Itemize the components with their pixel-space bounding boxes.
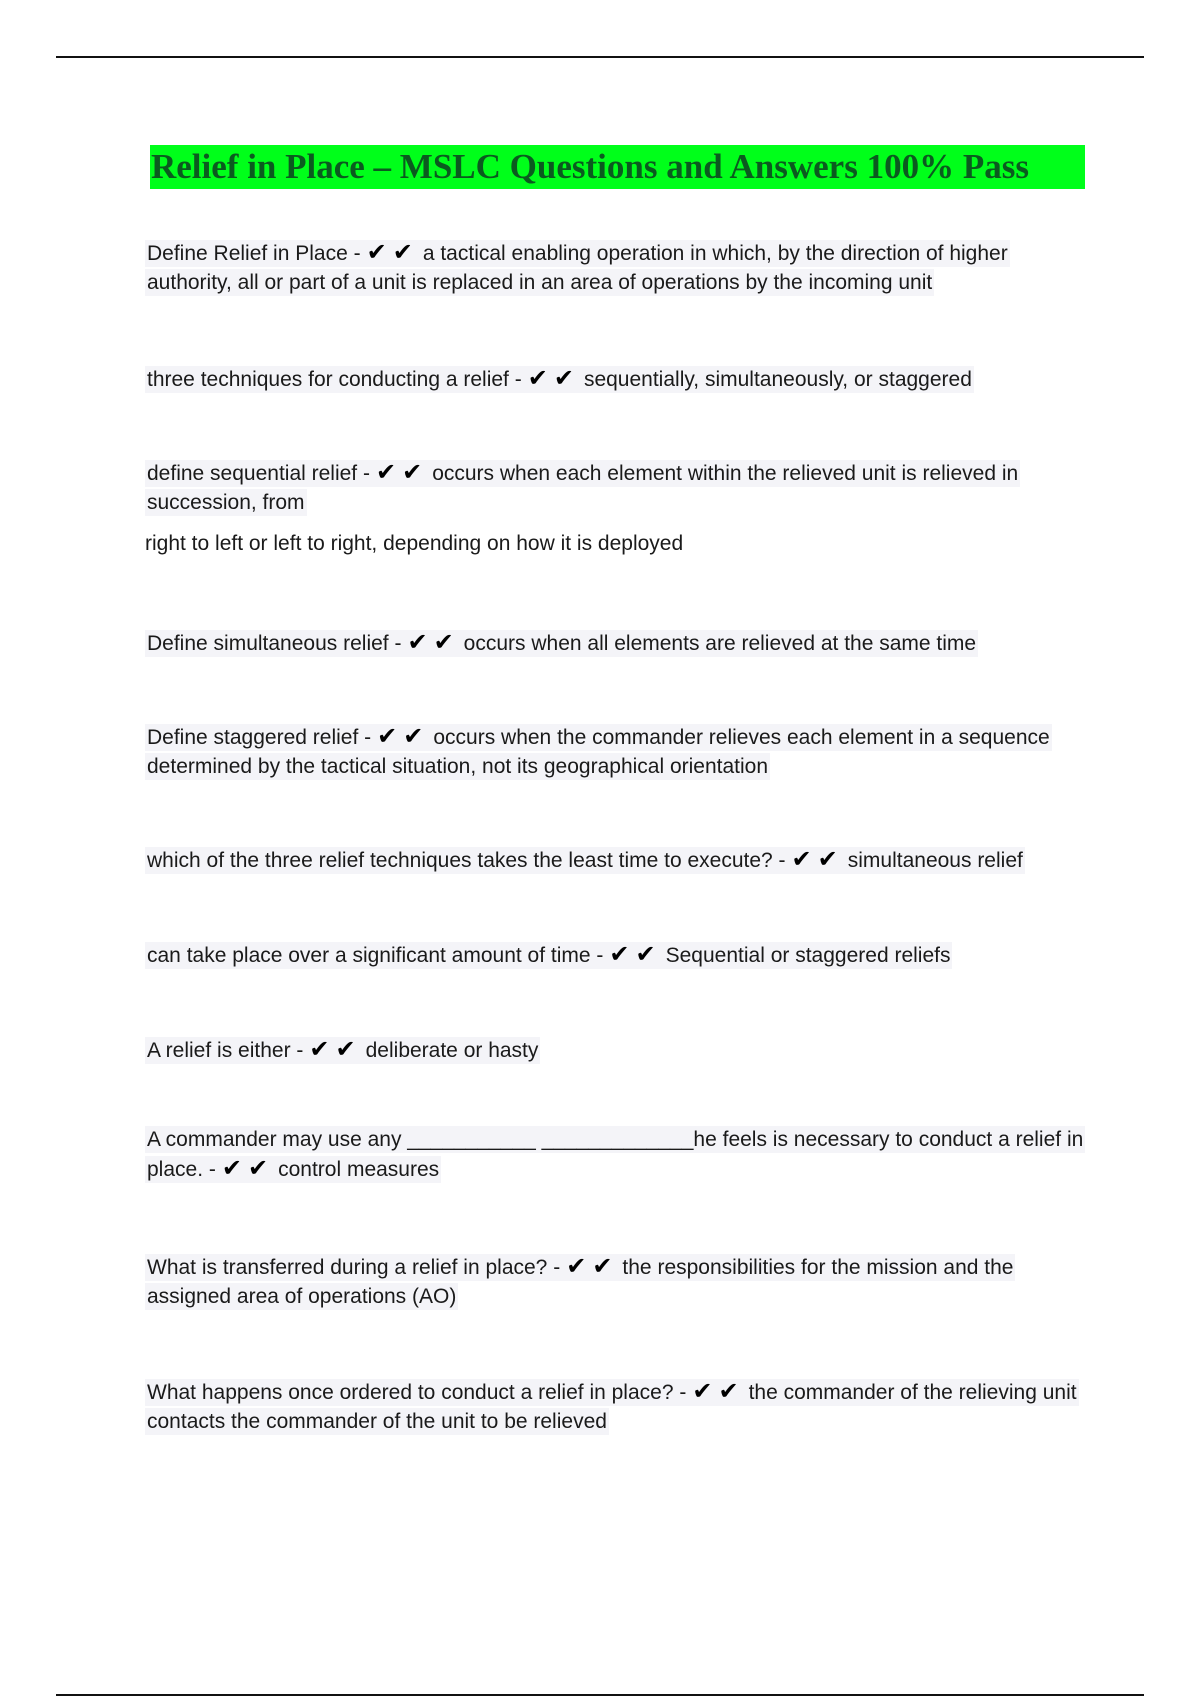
qa-text bbox=[145, 240, 1010, 296]
question-text: A commander may use any ___________ _____________he feels is necessary to conduct a relief in place. bbox=[147, 1128, 1084, 1181]
double-check-icon: ✔✔ bbox=[609, 940, 662, 968]
answer-text: a tactical enabling operation in which, by the direction of higher authority, all or part of a unit is replaced in an area of operations by the incoming unit bbox=[147, 242, 1008, 294]
question-text: can take place over a significant amount of time bbox=[147, 944, 591, 967]
qa-text bbox=[145, 942, 952, 969]
question-text: A relief is either bbox=[147, 1039, 291, 1062]
answer-text: simultaneous relief bbox=[847, 849, 1023, 872]
top-rule bbox=[56, 56, 1144, 58]
title-block bbox=[150, 145, 1085, 189]
double-check-icon: ✔✔ bbox=[527, 364, 580, 392]
answer-text: occurs when the commander relieves each element in a sequence determined by the tactical situation, not its geographical orientation bbox=[147, 726, 1050, 778]
qa-item bbox=[145, 1377, 1085, 1436]
qa-item bbox=[145, 1125, 1085, 1184]
double-check-icon: ✔✔ bbox=[407, 628, 460, 656]
answer-text: deliberate or hasty bbox=[365, 1039, 539, 1062]
document-title: Relief in Place – MSLC Questions and Answers 100% Pass bbox=[150, 145, 1085, 189]
answer-text: occurs when each element within the relieved unit is relieved in succession, from bbox=[147, 462, 1019, 514]
question-text: What happens once ordered to conduct a relief in place? bbox=[147, 1381, 674, 1404]
separator: - bbox=[772, 849, 786, 872]
separator: - bbox=[358, 726, 372, 749]
qa-item bbox=[145, 238, 1085, 297]
separator: - bbox=[673, 1381, 687, 1404]
separator: - bbox=[508, 368, 522, 391]
question-text: Define simultaneous relief bbox=[147, 632, 389, 655]
double-check-icon: ✔✔ bbox=[377, 722, 430, 750]
question-text: define sequential relief bbox=[147, 462, 358, 485]
qa-item bbox=[145, 1252, 1085, 1311]
qa-text bbox=[145, 366, 974, 393]
answer-text: the commander of the relieving unit contacts the commander of the unit to be relieved bbox=[147, 1381, 1077, 1433]
double-check-icon: ✔✔ bbox=[692, 1377, 745, 1405]
question-text: Define staggered relief bbox=[147, 726, 359, 749]
separator: - bbox=[347, 242, 361, 265]
answer-text: the responsibilities for the mission and the assigned area of operations (AO) bbox=[147, 1256, 1014, 1308]
qa-text bbox=[145, 460, 1020, 516]
qa-text bbox=[145, 1379, 1079, 1435]
question-text: which of the three relief techniques takes the least time to execute? bbox=[147, 849, 773, 872]
separator: - bbox=[547, 1256, 561, 1279]
separator: - bbox=[388, 632, 402, 655]
double-check-icon: ✔✔ bbox=[366, 238, 419, 266]
qa-text bbox=[145, 630, 978, 657]
question-text: What is transferred during a relief in place? bbox=[147, 1256, 548, 1279]
qa-item bbox=[145, 1035, 1085, 1065]
qa-item bbox=[145, 845, 1085, 875]
qa-text bbox=[145, 1254, 1015, 1310]
qa-text bbox=[145, 724, 1052, 780]
qa-text bbox=[145, 847, 1025, 874]
answer-text: control measures bbox=[278, 1158, 440, 1181]
bottom-rule bbox=[56, 1694, 1144, 1696]
question-text: three techniques for conducting a relief bbox=[147, 368, 509, 391]
double-check-icon: ✔✔ bbox=[566, 1252, 619, 1280]
answer-text: occurs when all elements are relieved at the same time bbox=[463, 632, 977, 655]
double-check-icon: ✔✔ bbox=[791, 845, 844, 873]
qa-item bbox=[145, 628, 1085, 658]
answer-text: sequentially, simultaneously, or staggered bbox=[583, 368, 972, 391]
double-check-icon: ✔✔ bbox=[309, 1035, 362, 1063]
separator: - bbox=[203, 1158, 216, 1181]
separator: - bbox=[290, 1039, 304, 1062]
double-check-icon: ✔✔ bbox=[221, 1154, 275, 1182]
qa-text bbox=[145, 1037, 540, 1064]
answer-continuation: right to left or left to right, depending on how it is deployed bbox=[145, 532, 684, 555]
qa-item bbox=[145, 364, 1085, 394]
qa-item bbox=[145, 940, 1085, 970]
question-text: Define Relief in Place bbox=[147, 242, 348, 265]
separator: - bbox=[357, 462, 370, 485]
double-check-icon: ✔✔ bbox=[375, 458, 429, 486]
qa-item bbox=[145, 722, 1085, 781]
separator: - bbox=[590, 944, 604, 967]
qa-text bbox=[145, 1126, 1085, 1183]
answer-text: Sequential or staggered reliefs bbox=[665, 944, 951, 967]
qa-item bbox=[145, 458, 1085, 558]
